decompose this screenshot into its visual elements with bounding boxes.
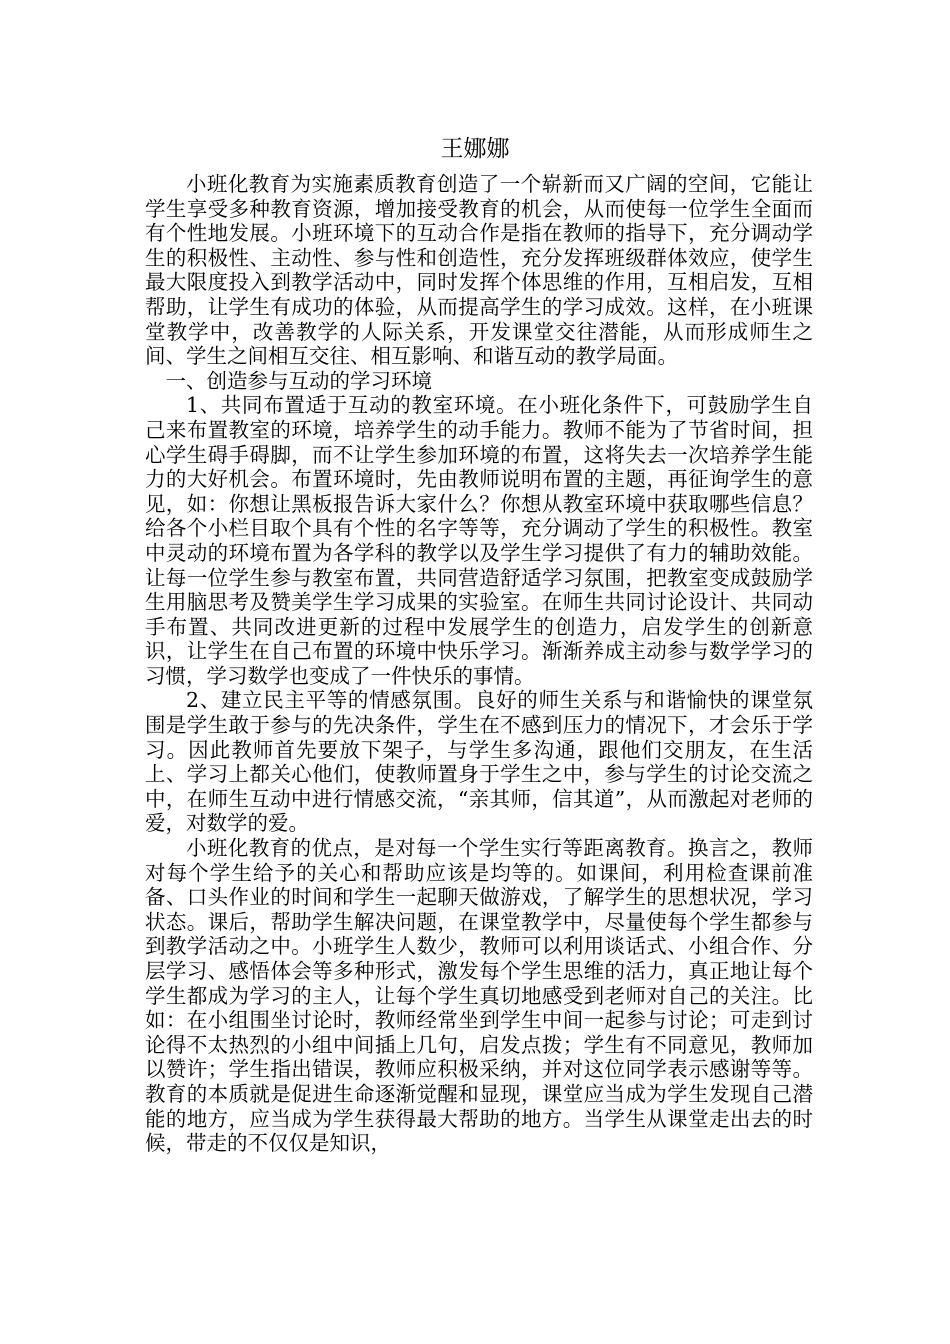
- paragraph-small-class-advantages: 小班化教育的优点，是对每一个学生实行等距离教育。换言之，教师对每个学生给予的关心和帮助应该是均等的。如课间，利用检查课前准备、口头作业的时间和学生一起聊天做游戏，了解学生的思想状况，学习状态。课后，帮助学生解决问题，在课堂教学中，尽量使每个学生都参与到教学活动之中。小班学生人数少，教师可以利用谈话式、小组合作、分层学习、感悟体会等多种形式，激发每个学生思维的活力，真正地让每个学生都成为学习的主人，让每个学生真切地感受到老师对自己的关注。比如：在小组围坐讨论时，教师经常坐到学生中间一起参与讨论；可走到讨论得不太热烈的小组中间插上几句，启发点拨；学生有不同意见，教师加以赞许；学生指出错误，教师应积极采纳，并对这位同学表示感谢等等。教育的本质就是促进生命逐渐觉醒和显现，课堂应当成为学生发现自己潜能的地方，应当成为学生获得最大帮助的地方。当学生从课堂走出去的时候，带走的不仅仅是知识，: [145, 836, 813, 1156]
- document-body: [145, 172, 813, 1156]
- page-title: 王娜娜: [440, 136, 510, 162]
- paragraph-democratic-atmosphere: 2、建立民主平等的情感氛围。良好的师生关系与和谐愉快的课堂氛围是学生敢于参与的先决条件，学生在不感到压力的情况下，才会乐于学习。因此教师首先要放下架子，与学生多沟通，跟他们交朋友，在生活上、学习上都关心他们，使教师置身于学生之中，参与学生的讨论交流之中，在师生互动中进行情感交流，“亲其师，信其道”，从而激起对老师的爱，对数学的爱。: [145, 688, 813, 836]
- section-heading-1: 一、创造参与互动的学习环境: [165, 368, 432, 393]
- paragraph-intro: 小班化教育为实施素质教育创造了一个崭新而又广阔的空间，它能让学生享受多种教育资源，增加接受教育的机会，从而使每一位学生全面而有个性地发展。小班环境下的互动合作是指在教师的指导下，充分调动学生的积极性、主动性、参与性和创造性，充分发挥班级群体效应，使学生最大限度投入到教学活动中，同时发挥个体思维的作用，互相启发，互相帮助，让学生有成功的体验，从而提高学生的学习成效。这样，在小班课堂教学中，改善教学的人际关系，开发课堂交往潜能，从而形成师生之间、学生之间相互交往、相互影响、和谐互动的教学局面。: [145, 172, 813, 369]
- paragraph-classroom-environment: 1、共同布置适于互动的教室环境。在小班化条件下，可鼓励学生自己来布置教室的环境，培养学生的动手能力。教师不能为了节省时间，担心学生碍手碍脚，而不让学生参加环境的布置，这将失去一次培养学生能力的大好机会。布置环境时，先由教师说明布置的主题，再征询学生的意见，如：你想让黑板报告诉大家什么？你想从教室环境中获取哪些信息？给各个小栏目取个具有个性的名字等等，充分调动了学生的积极性。教室中灵动的环境布置为各学科的教学以及学生学习提供了有力的辅助效能。让每一位学生参与教室布置，共同营造舒适学习氛围，把教室变成鼓励学生用脑思考及赞美学生学习成果的实验室。在师生共同讨论设计、共同动手布置、共同改进更新的过程中发展学生的创造力，启发学生的创新意识，让学生在自己布置的环境中快乐学习。渐渐养成主动参与数学学习的习惯，学习数学也变成了一件快乐的事情。: [145, 393, 813, 688]
